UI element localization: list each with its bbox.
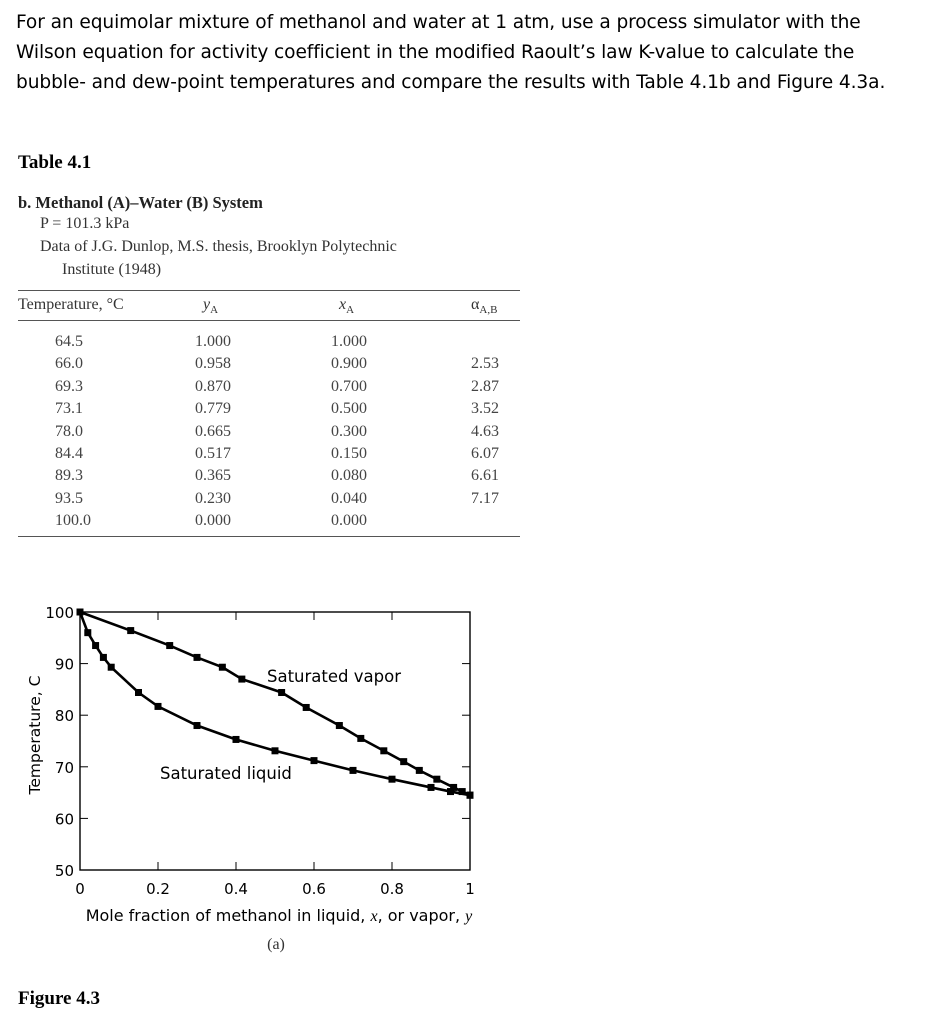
x-tick-label: 0.6 [302,880,326,898]
data-point-vapor [238,676,245,683]
table-top-rule [18,290,520,291]
data-point-vapor [416,767,423,774]
cell-temperature: 78.0 [55,422,83,440]
cell-y: 0.517 [195,444,231,462]
cell-alpha: 7.17 [471,489,499,507]
data-point-liquid [92,642,99,649]
data-point-liquid [194,722,201,729]
data-point-liquid [233,736,240,743]
y-axis-label: Temperature, C [26,675,44,795]
header-y [203,296,218,316]
panel-label: (a) [267,936,285,953]
x-tick-label: 1 [465,880,475,898]
cell-x: 0.150 [331,444,367,462]
chart-container [0,590,925,970]
y-tick-label: 70 [54,758,74,777]
cell-y: 0.779 [195,400,231,418]
x-axis-label [86,906,473,925]
data-point-liquid [447,788,454,795]
problem-statement [16,8,911,98]
problem-line-2: Wilson equation for activity coefficient in the modified Raoult’s law K-value to calculate the [16,42,855,63]
cell-x: 0.900 [331,355,367,373]
table-bottom-rule [18,536,520,537]
x-tick-label: 0.2 [146,880,170,898]
table-pressure: P = 101.3 kPa [40,215,130,232]
cell-temperature: 73.1 [55,400,83,418]
header-x-symbol: x [339,296,347,313]
cell-temperature: 64.5 [55,333,83,350]
cell-temperature: 100.0 [55,512,91,530]
data-point-liquid [155,703,162,710]
x-axis-label-text: , or vapor, [377,906,466,925]
cell-alpha [471,510,499,532]
column-x [331,331,367,533]
data-point-liquid [389,776,396,783]
data-point-vapor [400,758,407,765]
header-x [339,296,354,316]
data-point-vapor [127,627,134,634]
data-point-vapor [380,747,387,754]
cell-x: 0.080 [331,467,367,485]
cell-x: 0.040 [331,489,367,507]
annotation-saturated-vapor: Saturated vapor [267,667,401,686]
table-header-rule [18,320,520,321]
cell-x: 0.000 [331,512,367,530]
header-alpha-sub: A,B [479,304,498,317]
cell-y: 0.000 [195,512,231,530]
column-alpha [471,331,499,533]
x-axis-label-y: y [465,908,473,925]
table-source-line-1: Data of J.G. Dunlop, M.S. thesis, Brooklyn Polytechnic [40,238,397,255]
cell-x: 1.000 [331,333,367,350]
data-point-vapor [303,704,310,711]
data-point-vapor [166,642,173,649]
problem-line-3: bubble- and dew-point temperatures and compare the results with Table 4.1b and Figure 4.3a. [16,72,886,93]
y-tick-label: 60 [54,810,74,829]
y-tick-label: 80 [54,707,74,726]
cell-x: 0.700 [331,377,367,395]
data-point-liquid [135,689,142,696]
table-source-line-2: Institute (1948) [62,261,162,278]
cell-alpha: 6.07 [471,444,499,462]
cell-y: 0.870 [195,377,231,395]
header-y-sub: A [210,304,219,317]
data-point-liquid [272,747,279,754]
cell-alpha: 6.61 [471,467,499,485]
cell-temperature: 89.3 [55,467,83,485]
data-point-vapor [336,722,343,729]
data-point-liquid [84,629,91,636]
data-point-liquid [100,654,107,661]
cell-alpha: 4.63 [471,422,499,440]
x-axis-label-text: Mole fraction of methanol in liquid, [85,906,371,925]
data-point-liquid [428,784,435,791]
cell-x: 0.500 [331,400,367,418]
cell-temperature: 66.0 [55,355,83,373]
table-system-title: b. Methanol (A)–Water (B) System [18,193,263,212]
cell-temperature: 84.4 [55,444,83,462]
x-tick-label: 0 [75,880,85,898]
cell-alpha: 2.87 [471,377,499,395]
cell-x: 0.300 [331,422,367,440]
cell-alpha [471,331,499,353]
data-point-liquid [467,792,474,799]
cell-y: 0.365 [195,467,231,485]
data-point-vapor [219,664,226,671]
data-point-vapor [278,689,285,696]
data-point-vapor [194,654,201,661]
figure-caption: Figure 4.3 [18,988,100,1009]
header-alpha-symbol: α [471,296,480,313]
data-point-liquid [311,757,318,764]
data-point-vapor [433,776,440,783]
column-y [195,331,231,533]
y-tick-label: 90 [54,655,74,674]
cell-temperature: 69.3 [55,377,83,395]
x-tick-label: 0.4 [224,880,248,898]
cell-y: 0.958 [195,355,231,373]
header-x-sub: A [346,304,355,317]
annotation-saturated-liquid: Saturated liquid [160,764,292,783]
plot-frame [80,612,470,870]
data-point-liquid [77,609,84,616]
cell-y: 1.000 [195,333,231,350]
column-temperature [55,331,91,533]
y-tick-label: 50 [54,862,74,880]
cell-y: 0.665 [195,422,231,440]
cell-alpha: 2.53 [471,355,499,373]
problem-line-1: For an equimolar mixture of methanol and water at 1 atm, use a process simulator with the [16,12,861,33]
cell-y: 0.230 [195,489,231,507]
cell-alpha: 3.52 [471,400,499,418]
x-axis-label-x: x [370,908,378,925]
header-temperature: Temperature, °C [18,296,124,313]
data-point-liquid [108,664,115,671]
phase-diagram-chart [0,590,925,970]
table-caption: Table 4.1 [18,152,92,173]
cell-temperature: 93.5 [55,489,83,507]
data-point-liquid [350,767,357,774]
header-alpha [471,296,497,316]
x-tick-label: 0.8 [380,880,404,898]
y-tick-label: 100 [45,604,74,622]
data-point-vapor [357,735,364,742]
header-y-symbol: y [203,296,211,313]
